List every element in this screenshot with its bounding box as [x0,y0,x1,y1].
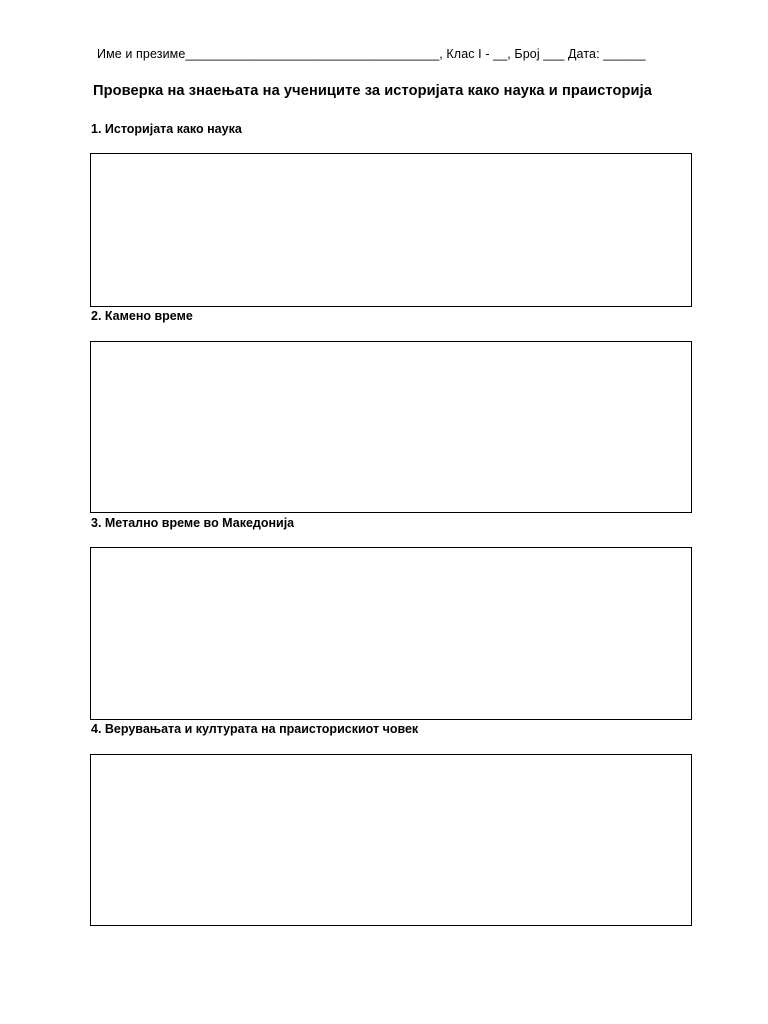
question-1-label: 1. Историјата како наука [91,122,242,136]
question-3-answer-box[interactable] [90,547,692,720]
question-3-label: 3. Метално време во Македонија [91,516,295,530]
question-4-answer-box[interactable] [90,754,692,926]
question-2-answer-box[interactable] [90,341,692,513]
question-1-answer-box[interactable] [90,153,692,307]
page-title: Проверка на знаењата на учениците за историјата како наука и праисторија [93,83,652,99]
question-4-label: 4. Верувањата и културата на праисторискиот човек [91,722,419,736]
question-2-label: 2. Камено време [91,309,193,323]
student-info-line: Име и презиме____________________________________, Клас I - __, Број ___ Дата: ______ [97,47,646,61]
